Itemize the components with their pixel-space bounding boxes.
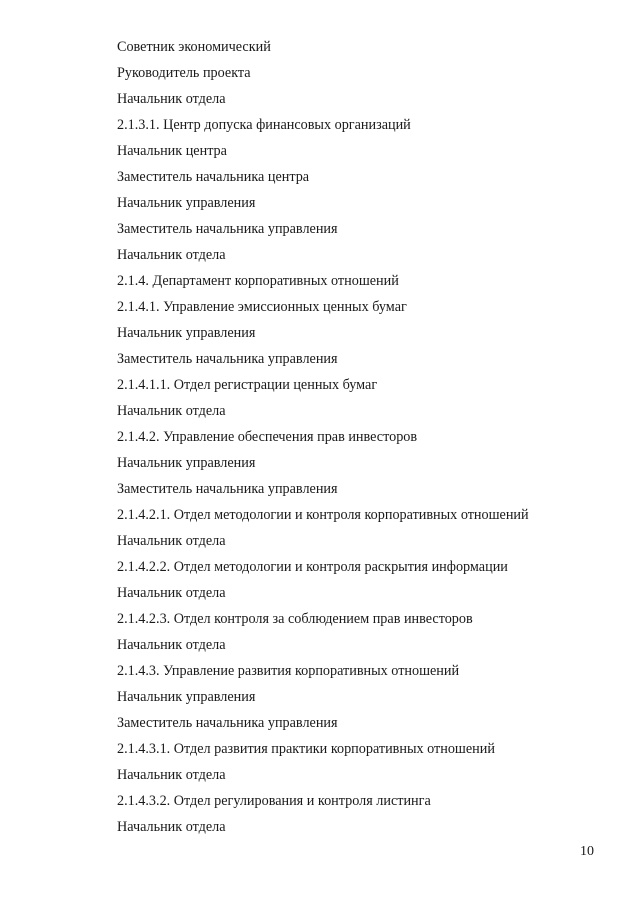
document-line: 2.1.4.1.1. Отдел регистрации ценных бумаг — [117, 377, 378, 393]
document-line: 2.1.4.3.1. Отдел развития практики корпоративных отношений — [117, 741, 495, 757]
document-line: Начальник отдела — [117, 819, 226, 835]
document-line: Начальник отдела — [117, 585, 226, 601]
document-line: Начальник отдела — [117, 91, 226, 107]
document-line: Заместитель начальника управления — [117, 351, 338, 367]
document-line: Начальник управления — [117, 455, 256, 471]
document-line: Начальник отдела — [117, 533, 226, 549]
document-line: Начальник центра — [117, 143, 227, 159]
document-line: Начальник отдела — [117, 403, 226, 419]
document-line: 2.1.4.2. Управление обеспечения прав инвесторов — [117, 429, 418, 445]
document-line: Начальник отдела — [117, 247, 226, 263]
document-line: Заместитель начальника центра — [117, 169, 310, 185]
document-line: 2.1.4.3. Управление развития корпоративных отношений — [117, 663, 460, 679]
document-line: Советник экономический — [117, 39, 271, 55]
document-line: Начальник отдела — [117, 767, 226, 783]
document-line: 2.1.4.1. Управление эмиссионных ценных бумаг — [117, 299, 407, 315]
document-line: Начальник управления — [117, 195, 256, 211]
document-line: 2.1.4.3.2. Отдел регулирования и контроля листинга — [117, 793, 431, 809]
document-line: Заместитель начальника управления — [117, 481, 338, 497]
document-lines — [117, 36, 617, 842]
document-line: Начальник отдела — [117, 637, 226, 653]
document-line: 2.1.4.2.3. Отдел контроля за соблюдением прав инвесторов — [117, 611, 473, 627]
document-line: Начальник управления — [117, 689, 256, 705]
document-line: Заместитель начальника управления — [117, 715, 338, 731]
document-line: Начальник управления — [117, 325, 256, 341]
document-line: 2.1.4.2.1. Отдел методологии и контроля корпоративных отношений — [117, 507, 529, 523]
page-number: 10 — [580, 844, 594, 859]
document-line: Руководитель проекта — [117, 65, 251, 81]
document-line: 2.1.3.1. Центр допуска финансовых организаций — [117, 117, 411, 133]
document-line: 2.1.4. Департамент корпоративных отношений — [117, 273, 399, 289]
document-line: Заместитель начальника управления — [117, 221, 338, 237]
document-line: 2.1.4.2.2. Отдел методологии и контроля раскрытия информации — [117, 559, 508, 575]
